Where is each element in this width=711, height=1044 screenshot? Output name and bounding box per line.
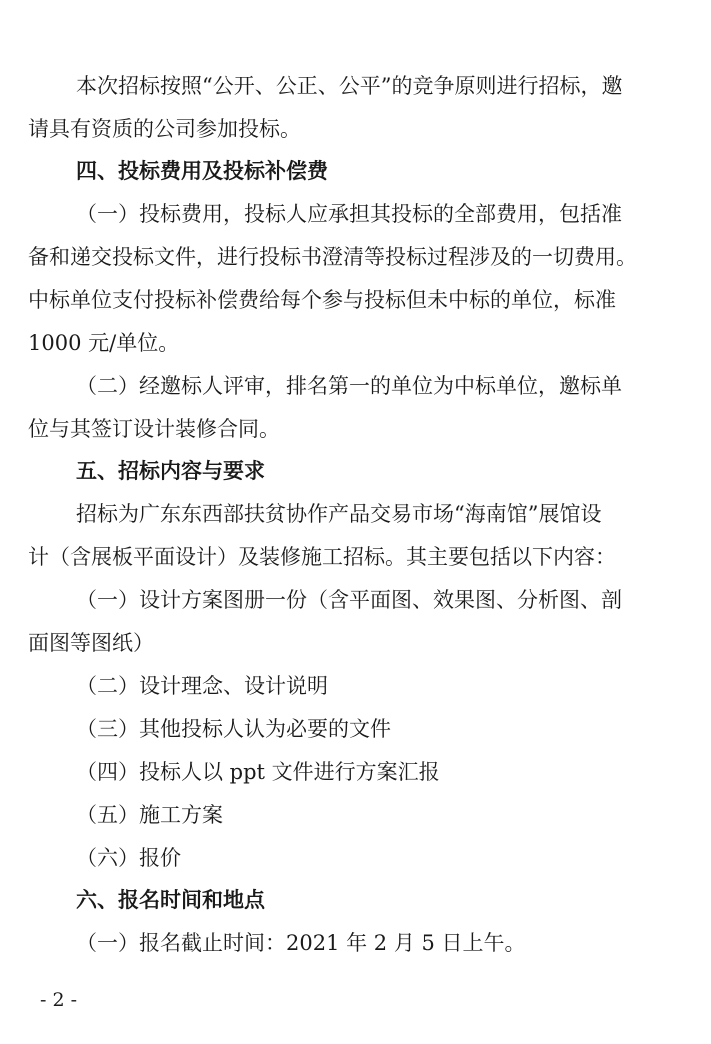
section-heading: 四、投标费用及投标补偿费 (76, 159, 328, 183)
paragraph-line: 1000 元/单位。 (28, 331, 180, 355)
page-number: - 2 - (40, 989, 78, 1011)
paragraph-line: 备和递交投标文件，进行投标书澄清等投标过程涉及的一切费用。 (28, 245, 637, 269)
list-item: （四）投标人以 ppt 文件进行方案汇报 (76, 760, 440, 784)
paragraph-line: 面图等图纸） (28, 631, 154, 655)
paragraph-line: 本次招标按照“公开、公正、公平”的竞争原则进行招标，邀 (76, 74, 623, 98)
list-item: （三）其他投标人认为必要的文件 (76, 717, 391, 741)
section-heading: 五、招标内容与要求 (76, 459, 265, 483)
list-item: （五）施工方案 (76, 803, 223, 827)
list-item: （六）报价 (76, 846, 181, 870)
paragraph-line: 位与其签订设计装修合同。 (28, 417, 280, 441)
paragraph-line: 请具有资质的公司参加投标。 (28, 117, 301, 141)
paragraph-line: （一）设计方案图册一份（含平面图、效果图、分析图、剖 (76, 588, 622, 612)
paragraph-line: 中标单位支付投标补偿费给每个参与投标但未中标的单位，标准 (28, 288, 616, 312)
paragraph-line: 计（含展板平面设计）及装修施工招标。其主要包括以下内容： (28, 545, 616, 569)
paragraph-line: （一）报名截止时间：2021 年 2 月 5 日上午。 (76, 931, 526, 955)
paragraph-line: （一）投标费用，投标人应承担其投标的全部费用，包括准 (76, 202, 622, 226)
paragraph-line: 招标为广东东西部扶贫协作产品交易市场“海南馆”展馆设 (76, 502, 602, 526)
paragraph-line: （二）经邀标人评审，排名第一的单位为中标单位，邀标单 (76, 374, 622, 398)
section-heading: 六、报名时间和地点 (76, 888, 265, 912)
list-item: （二）设计理念、设计说明 (76, 674, 328, 698)
